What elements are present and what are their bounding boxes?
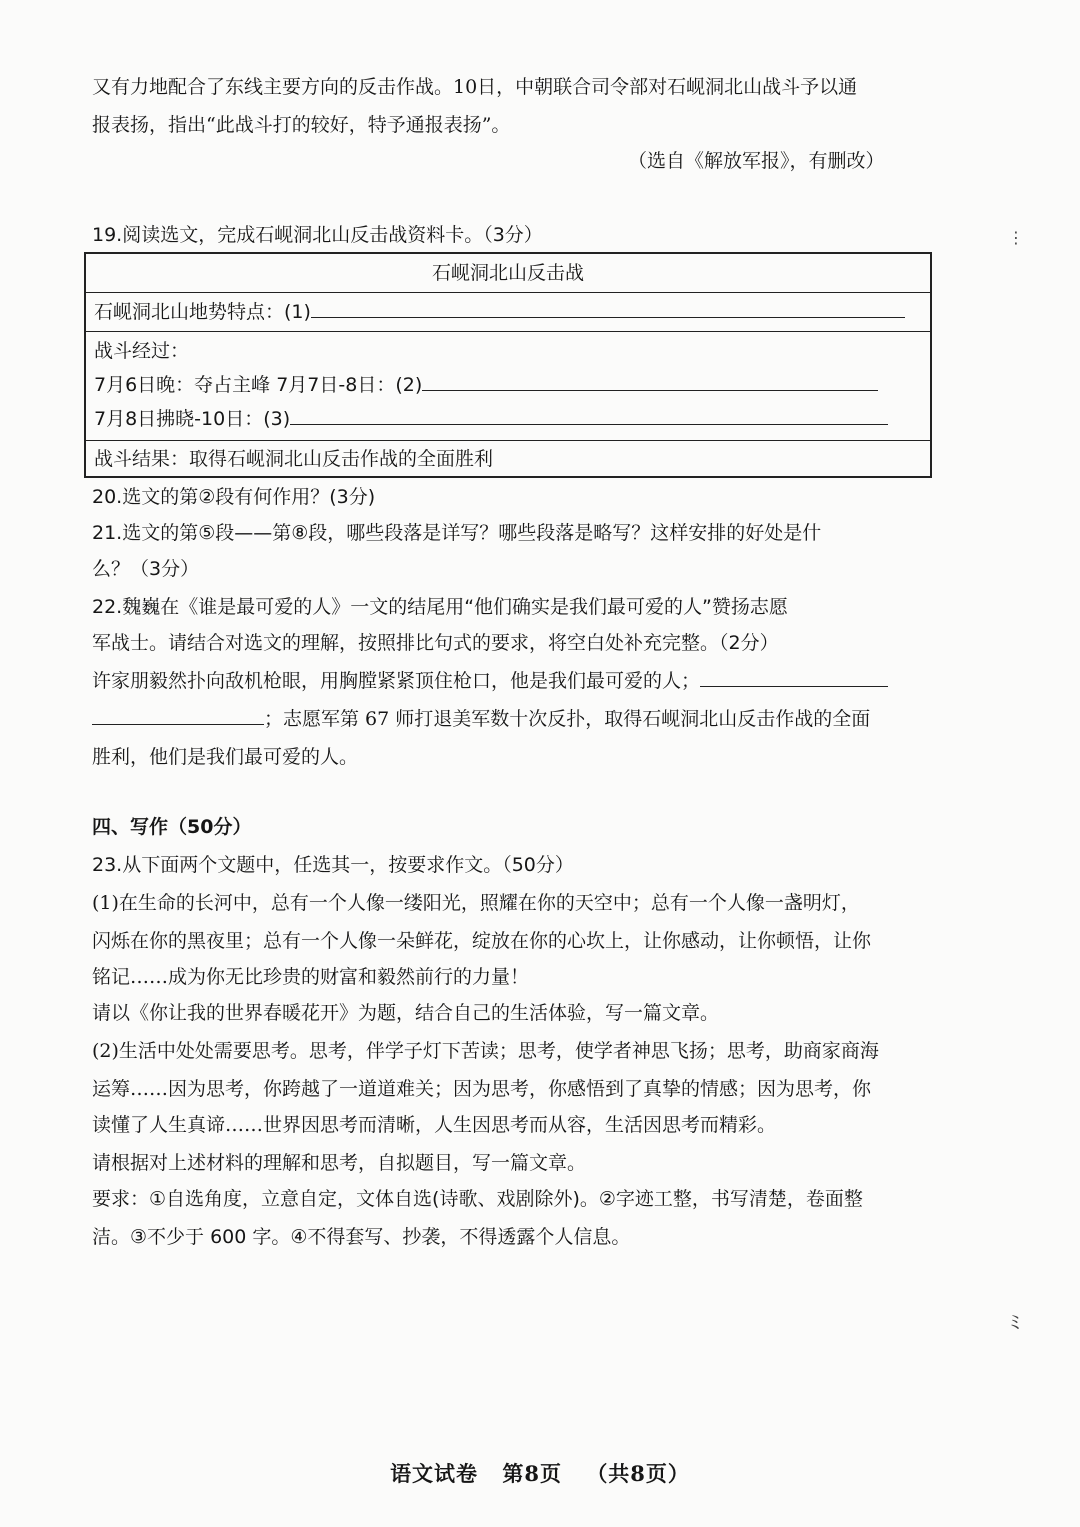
question-22-line-5: 胜利，他们是我们最可爱的人。 bbox=[92, 746, 359, 768]
option-1-task: 请以《你让我的世界春暖花开》为题，结合自己的生活体验，写一篇文章。 bbox=[92, 1002, 720, 1024]
passage-source: （选自《解放军报》，有删改） bbox=[628, 150, 885, 172]
card-divider bbox=[86, 440, 930, 441]
question-23: 23.从下面两个文题中，任选其一，按要求作文。（50分） bbox=[92, 854, 574, 876]
option-2-task: 请根据对上述材料的理解和思考，自拟题目，写一篇文章。 bbox=[92, 1152, 587, 1174]
question-21-line-1: 21.选文的第⑤段——第⑧段，哪些段落是详写？哪些段落是略写？这样安排的好处是什 bbox=[92, 522, 822, 544]
scan-margin-mark: ⋮ bbox=[1008, 228, 1024, 247]
option-2-line-2: 运筹……因为思考，你跨越了一道道难关；因为思考，你感悟到了真挚的情感；因为思考，你 bbox=[92, 1078, 872, 1100]
footer-subject: 语文试卷 bbox=[390, 1461, 479, 1486]
answer-blank-1[interactable] bbox=[311, 297, 905, 318]
section-4-heading: 四、写作（50分） bbox=[92, 816, 252, 838]
footer-page-total: （共8页） bbox=[586, 1461, 690, 1486]
page-footer bbox=[0, 1458, 1080, 1488]
answer-blank-5[interactable] bbox=[92, 704, 264, 725]
requirements-line-2: 洁。③不少于 600 字。④不得套写、抄袭，不得透露个人信息。 bbox=[92, 1226, 631, 1248]
question-22-line-3 bbox=[92, 666, 888, 696]
scan-margin-mark: ﾐ bbox=[1010, 1310, 1020, 1334]
option-1-line-3: 铭记……成为你无比珍贵的财富和毅然前行的力量！ bbox=[92, 966, 530, 988]
option-1-line-2: 闪烁在你的黑夜里；总有一个人像一朵鲜花，绽放在你的心坎上，让你感动，让你顿悟，让你 bbox=[92, 930, 872, 952]
option-2-line-1: (2)生活中处处需要思考。思考，伴学子灯下苦读；思考，使学者神思飞扬；思考，助商家商海 bbox=[92, 1040, 879, 1062]
step-1-label: 7月6日晚：夺占主峰 7月7日-8日：(2) bbox=[94, 374, 423, 396]
option-1-line-1: (1)在生命的长河中，总有一个人像一缕阳光，照耀在你的天空中；总有一个人像一盏明灯， bbox=[92, 892, 860, 914]
requirements-line-1: 要求：①自选角度，立意自定，文体自选(诗歌、戏剧除外)。②字迹工整，书写清楚，卷面整 bbox=[92, 1188, 863, 1210]
card-title: 石岘洞北山反击战 bbox=[431, 262, 584, 284]
info-card bbox=[84, 252, 932, 478]
parallel-sentence-3: ；志愿军第 67 师打退美军数十次反扑，取得石岘洞北山反击作战的全面 bbox=[264, 708, 871, 730]
question-22-line-4 bbox=[92, 704, 870, 734]
passage-line-2: 报表扬，指出“此战斗打的较好，特予通报表扬”。 bbox=[92, 114, 511, 136]
option-2-line-3: 读懂了人生真谛……世界因思考而清晰，人生因思考而从容，生活因思考而精彩。 bbox=[92, 1114, 777, 1136]
card-step-2 bbox=[86, 404, 930, 434]
answer-blank-4[interactable] bbox=[700, 666, 888, 687]
card-result: 战斗结果：取得石岘洞北山反击作战的全面胜利 bbox=[94, 448, 494, 470]
terrain-label: 石岘洞北山地势特点：(1) bbox=[94, 301, 311, 323]
question-20: 20.选文的第②段有何作用？(3分) bbox=[92, 486, 376, 508]
question-21-line-2: 么？（3分） bbox=[92, 558, 200, 580]
answer-blank-3[interactable] bbox=[290, 404, 888, 425]
answer-blank-2[interactable] bbox=[422, 370, 878, 391]
card-divider bbox=[86, 292, 930, 293]
question-19: 19.阅读选文，完成石岘洞北山反击战资料卡。（3分） bbox=[92, 224, 543, 246]
card-step-1 bbox=[86, 370, 930, 400]
question-22-line-1: 22.魏巍在《谁是最可爱的人》一文的结尾用“他们确实是我们最可爱的人”赞扬志愿 bbox=[92, 596, 788, 618]
card-process-label: 战斗经过： bbox=[94, 340, 190, 362]
card-divider bbox=[86, 331, 930, 332]
footer-page-number: 第8页 bbox=[502, 1461, 562, 1486]
card-terrain-row bbox=[86, 297, 930, 327]
question-22-line-2: 军战士。请结合对选文的理解，按照排比句式的要求，将空白处补充完整。（2分） bbox=[92, 632, 779, 654]
step-2-label: 7月8日拂晓-10日：(3) bbox=[94, 408, 291, 430]
passage-line-1: 又有力地配合了东线主要方向的反击作战。10日，中朝联合司令部对石岘洞北山战斗予以通 bbox=[92, 76, 858, 98]
parallel-sentence-1: 许家朋毅然扑向敌机枪眼，用胸膛紧紧顶住枪口，他是我们最可爱的人； bbox=[92, 670, 701, 692]
